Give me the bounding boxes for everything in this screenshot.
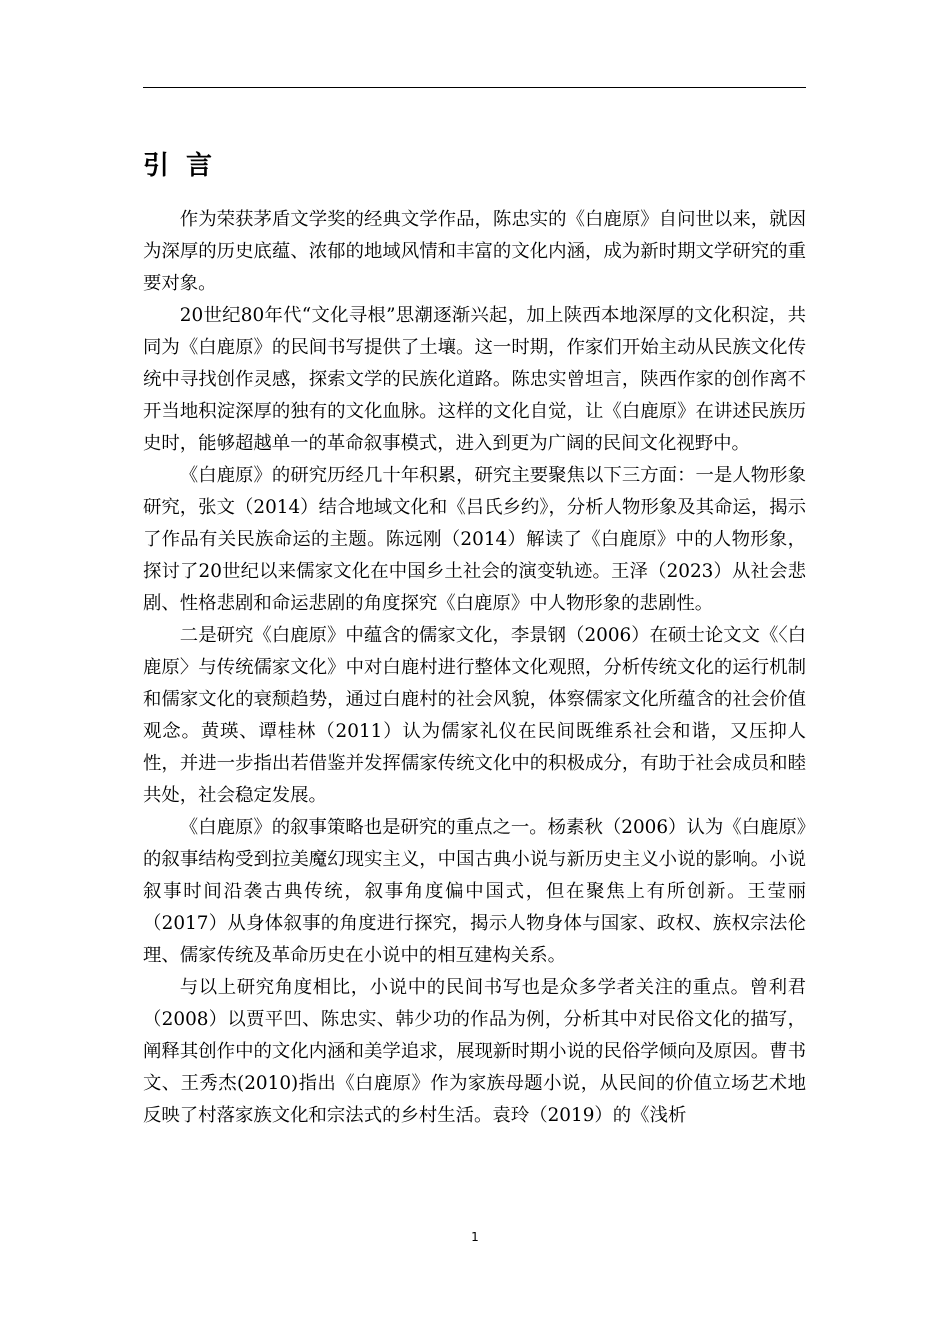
paragraph: 《白鹿原》的研究历经几十年积累，研究主要聚焦以下三方面：一是人物形象研究，张文（2014）结合地域文化和《吕氏乡约》，分析人物形象及其命运，揭示了作品有关民族命运的主题。陈远刚（2014）解读了《白鹿原》中的人物形象，探讨了20世纪以来儒家文化在中国乡土社会的演变轨迹。王泽（2023）从社会悲剧、性格悲剧和命运悲剧的角度探究《白鹿原》中人物形象的悲剧性。 xyxy=(143,465,806,614)
header-rule xyxy=(143,87,806,88)
paragraph: 《白鹿原》的叙事策略也是研究的重点之一。杨素秋（2006）认为《白鹿原》的叙事结构受到拉美魔幻现实主义，中国古典小说与新历史主义小说的影响。小说叙事时间沿袭古典传统，叙事角度偏中国式，但在聚焦上有所创新。王莹丽（2017）从身体叙事的角度进行探究，揭示人物身体与国家、政权、族权宗法伦理、儒家传统及革命历史在小说中的相互建构关系。 xyxy=(143,817,806,966)
page-number: 1 xyxy=(471,1230,479,1244)
paragraph: 20世纪80年代“文化寻根”思潮逐渐兴起，加上陕西本地深厚的文化积淀，共同为《白鹿原》的民间书写提供了土壤。这一时期，作家们开始主动从民族文化传统中寻找创作灵感，探索文学的民族化道路。陈忠实曾坦言，陕西作家的创作离不开当地积淀深厚的独有的文化血脉。这样的文化自觉，让《白鹿原》在讲述民族历史时，能够超越单一的革命叙事模式，进入到更为广阔的民间文化视野中。 xyxy=(143,305,806,454)
paragraph: 二是研究《白鹿原》中蕴含的儒家文化，李景钢（2006）在硕士论文文《〈白鹿原〉与传统儒家文化》中对白鹿村进行整体文化观照，分析传统文化的运行机制和儒家文化的衰颓趋势，通过白鹿村的社会风貌，体察儒家文化所蕴含的社会价值观念。黄瑛、谭桂林（2011）认为儒家礼仪在民间既维系社会和谐，又压抑人性，并进一步指出若借鉴并发挥儒家传统文化中的积极成分，有助于社会成员和睦共处，社会稳定发展。 xyxy=(143,625,806,806)
paragraph: 与以上研究角度相比，小说中的民间书写也是众多学者关注的重点。曾利君（2008）以贾平凹、陈忠实、韩少功的作品为例，分析其中对民俗文化的描写，阐释其创作中的文化内涵和美学追求，展现新时期小说的民俗学倾向及原因。曹书文、王秀杰(2010)指出《白鹿原》作为家族母题小说，从民间的价值立场艺术地反映了村落家族文化和宗法式的乡村生活。袁玲（2019）的《浅析 xyxy=(143,977,806,1126)
paragraph: 作为荣获茅盾文学奖的经典文学作品，陈忠实的《白鹿原》自问世以来，就因为深厚的历史底蕴、浓郁的地域风情和丰富的文化内涵，成为新时期文学研究的重要对象。 xyxy=(143,209,806,294)
body-text xyxy=(143,204,806,1132)
section-heading: 引言 xyxy=(143,151,230,181)
